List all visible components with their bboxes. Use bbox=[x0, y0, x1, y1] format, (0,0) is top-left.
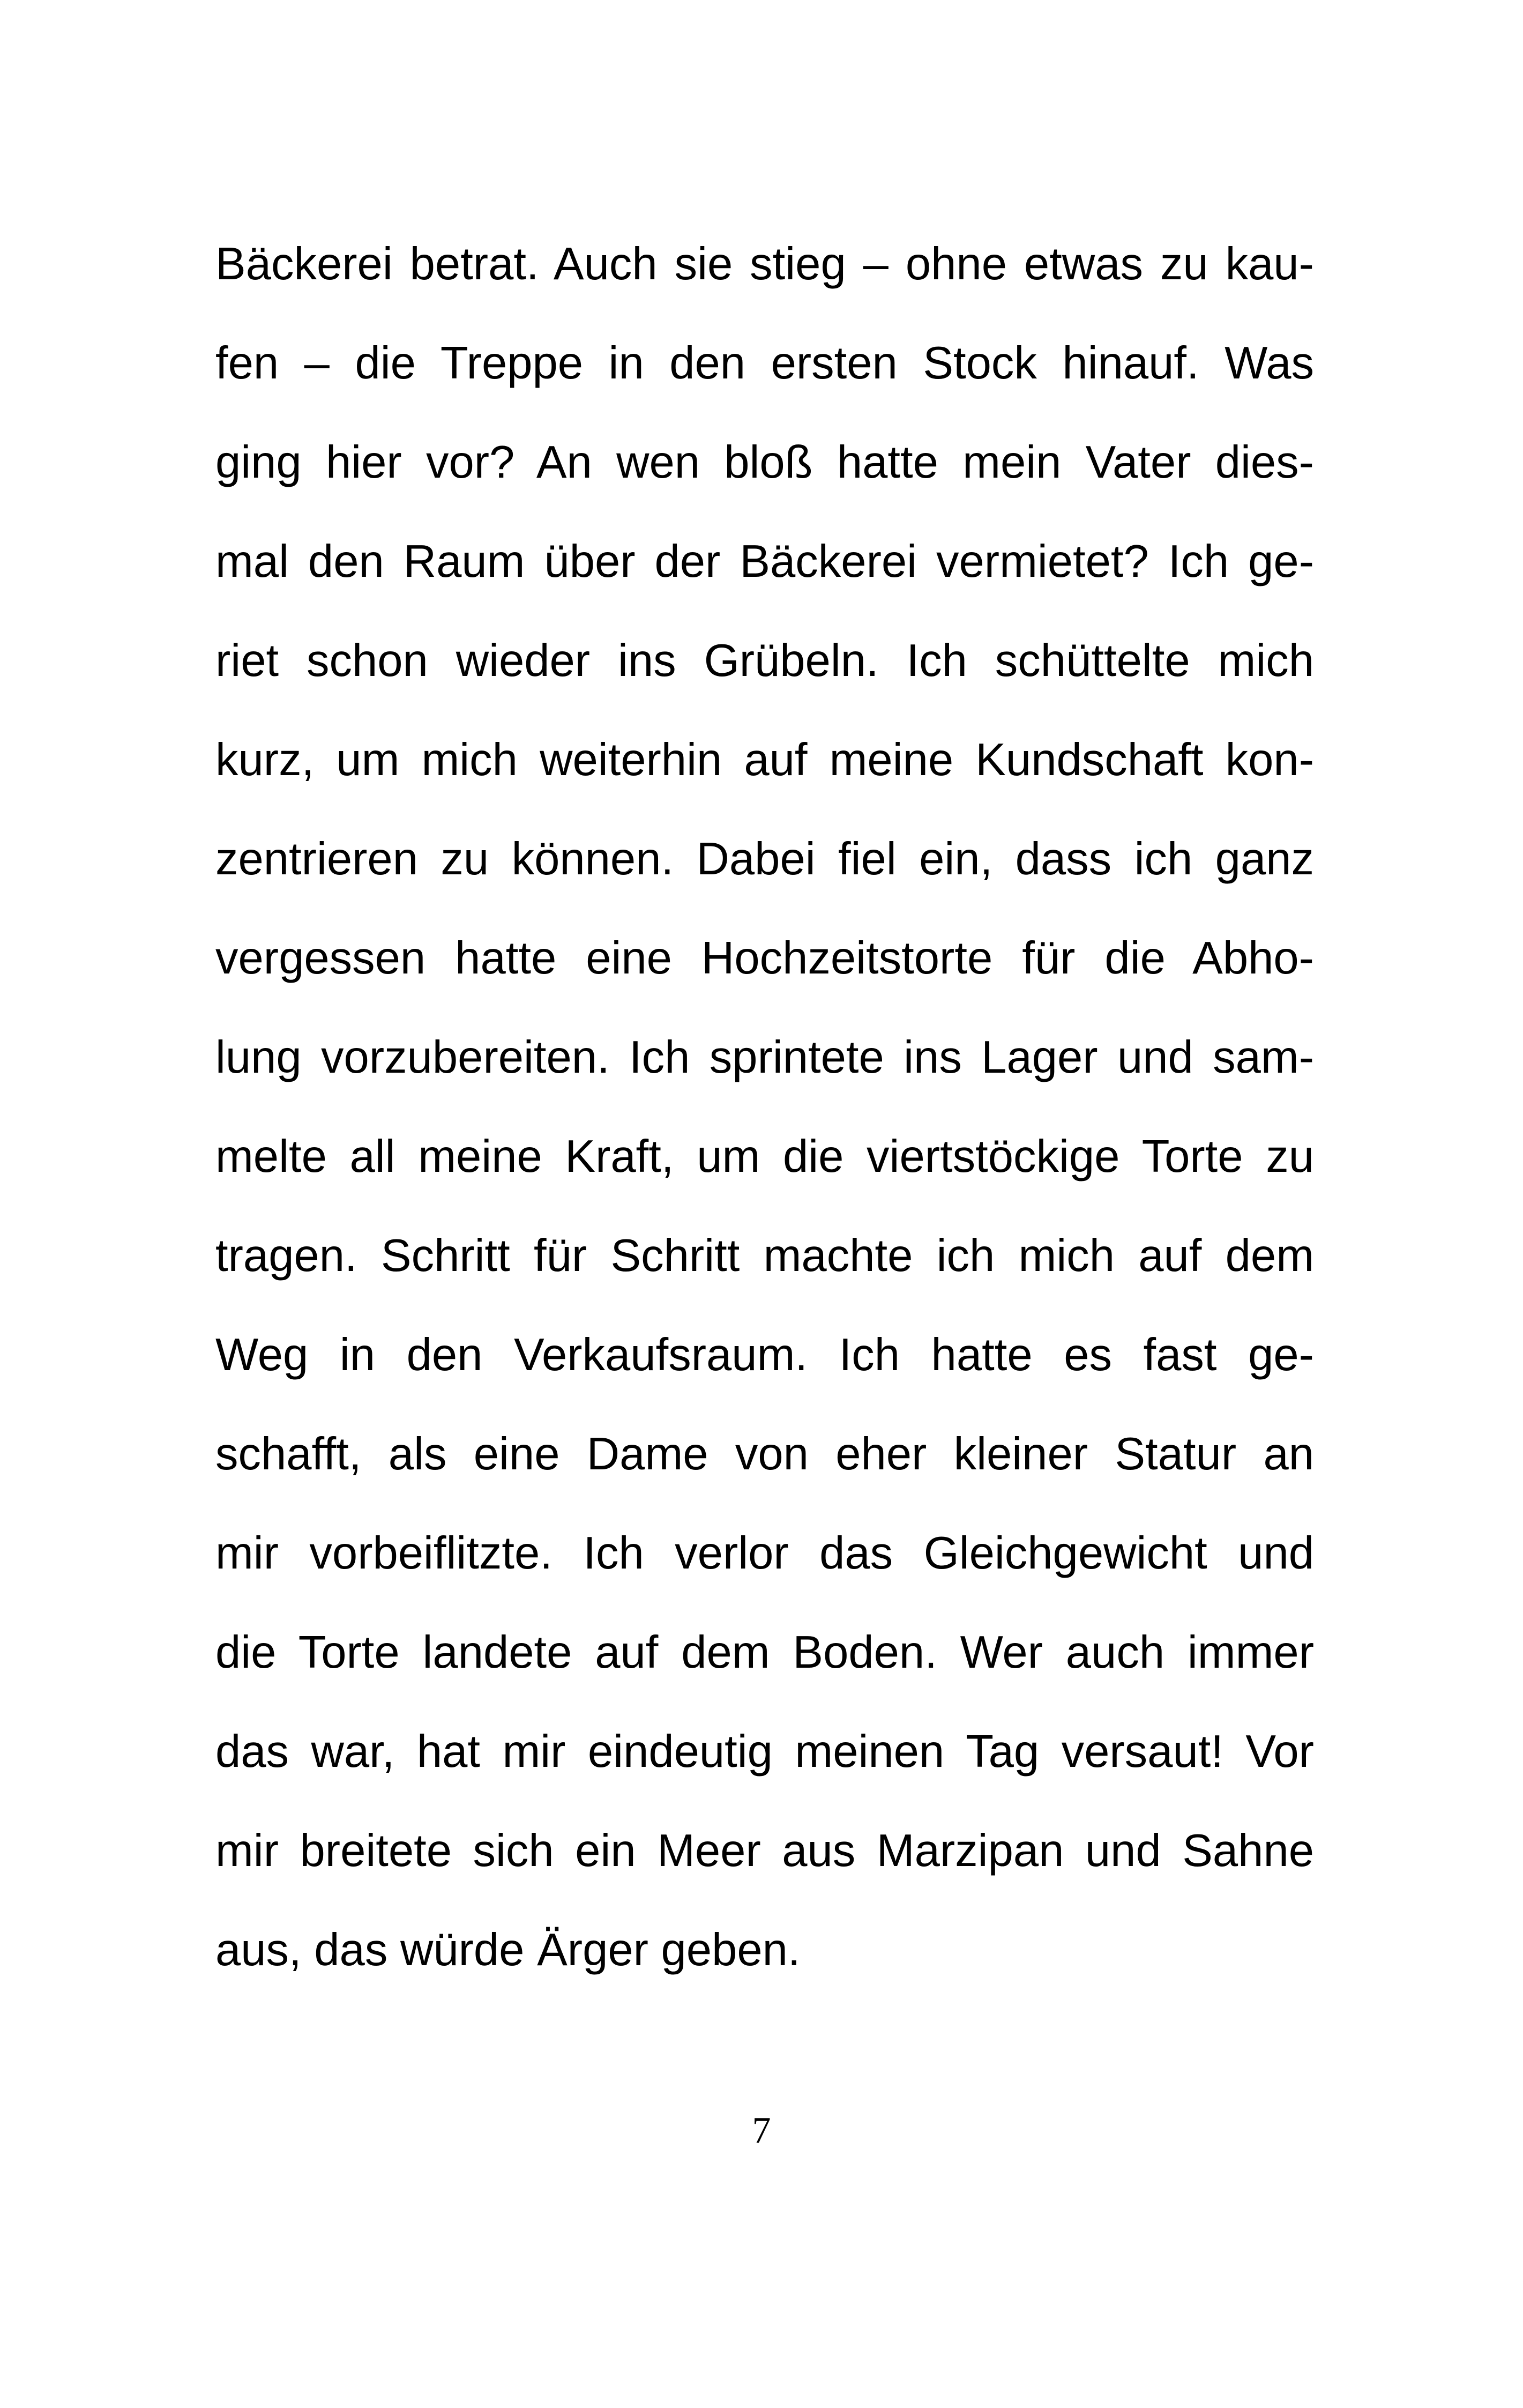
text-line: fen – die Treppe in den ersten Stock hinauf. Was bbox=[215, 338, 1314, 389]
text-line: Weg in den Verkaufsraum. Ich hatte es fast ge- bbox=[215, 1329, 1314, 1380]
text-line: schafft, als eine Dame von eher kleiner Statur an bbox=[215, 1429, 1314, 1480]
text-line: mir vorbeiflitzte. Ich verlor das Gleichgewicht und bbox=[215, 1528, 1314, 1579]
text-line: kurz, um mich weiterhin auf meine Kundschaft kon- bbox=[215, 734, 1314, 785]
text-line: melte all meine Kraft, um die viertstöckige Torte zu bbox=[215, 1131, 1314, 1182]
text-line: aus, das würde Ärger geben. bbox=[215, 1924, 801, 1975]
page-number: 7 bbox=[752, 2110, 771, 2151]
text-line: riet schon wieder ins Grübeln. Ich schüttelte mich bbox=[215, 635, 1314, 686]
text-line: zentrieren zu können. Dabei fiel ein, dass ich ganz bbox=[215, 834, 1314, 885]
body-text bbox=[215, 214, 1314, 2000]
text-line: mir breitete sich ein Meer aus Marzipan und Sahne bbox=[215, 1825, 1314, 1876]
text-line: mal den Raum über der Bäckerei vermietet? Ich ge- bbox=[215, 536, 1314, 587]
text-line: Bäckerei betrat. Auch sie stieg – ohne etwas zu kau- bbox=[215, 239, 1314, 289]
text-line: vergessen hatte eine Hochzeitstorte für die Abho- bbox=[215, 933, 1314, 984]
text-line: lung vorzubereiten. Ich sprintete ins Lager und sam- bbox=[215, 1032, 1314, 1083]
text-line: tragen. Schritt für Schritt machte ich mich auf dem bbox=[215, 1230, 1314, 1281]
text-line: das war, hat mir eindeutig meinen Tag versaut! Vor bbox=[215, 1726, 1314, 1777]
text-line: ging hier vor? An wen bloß hatte mein Vater dies- bbox=[215, 437, 1314, 488]
text-line: die Torte landete auf dem Boden. Wer auch immer bbox=[215, 1627, 1314, 1678]
